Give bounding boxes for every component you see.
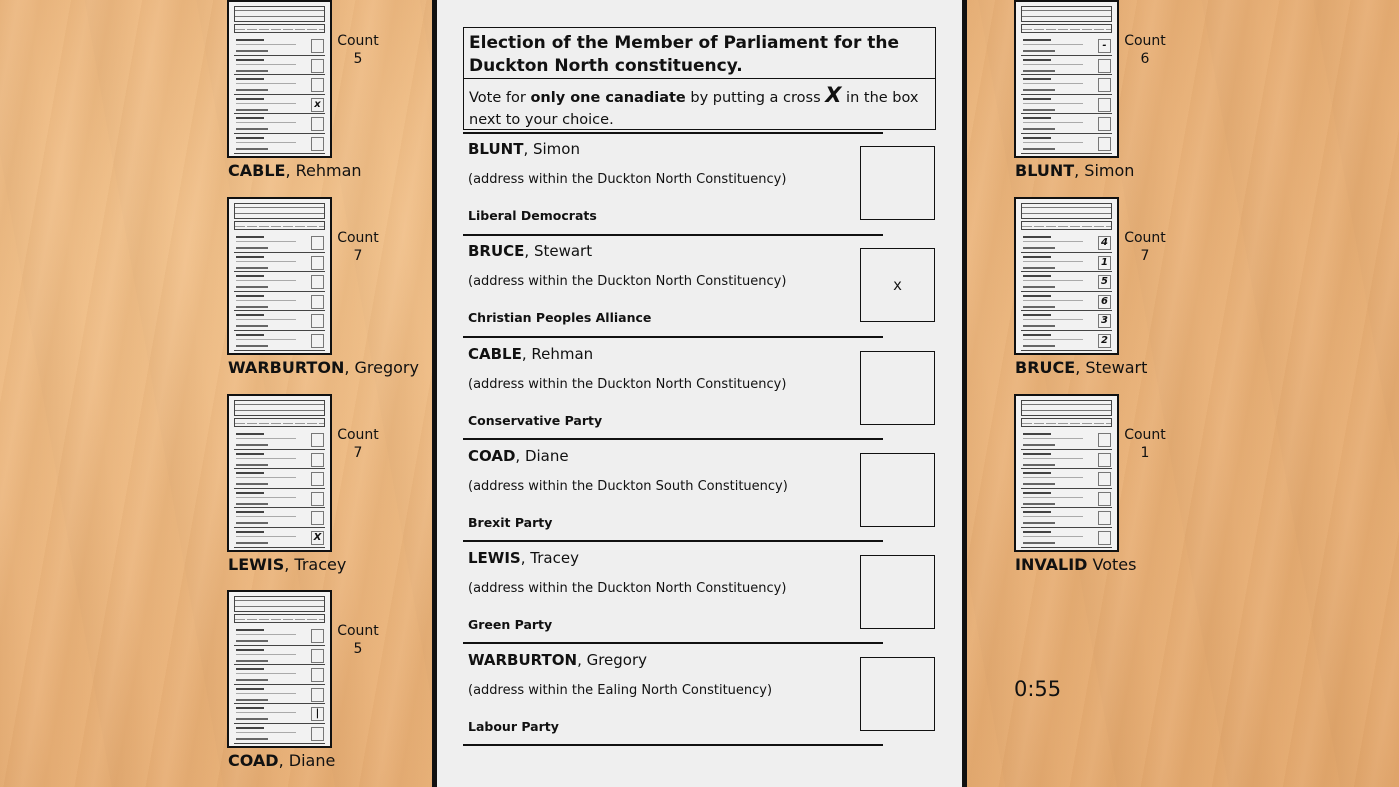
mini-vote-box (311, 59, 324, 73)
mini-row (234, 56, 325, 76)
pile-count: Count 6 (1124, 33, 1166, 67)
mini-vote-box: x (311, 98, 324, 112)
mini-vote-box (1098, 59, 1111, 73)
mini-ballot (227, 0, 332, 158)
pile-label: COAD, Diane (228, 751, 336, 770)
mini-vote-box (311, 314, 324, 328)
mini-vote-box (1098, 492, 1111, 506)
divider (463, 336, 883, 338)
vote-box-blunt[interactable] (860, 146, 935, 220)
mini-vote-box (311, 78, 324, 92)
mini-vote-box: | (311, 707, 324, 721)
mini-vote-box (311, 472, 324, 486)
mini-row (234, 36, 325, 56)
mini-row (234, 724, 325, 744)
mini-row (234, 744, 325, 748)
mini-row (234, 134, 325, 154)
mini-row (1021, 253, 1112, 273)
mini-ballot (227, 197, 332, 355)
mini-vote-box (311, 551, 324, 552)
mini-row (234, 253, 325, 273)
mini-row (234, 154, 325, 158)
mini-vote-box: 6 (1098, 295, 1111, 309)
mini-title-lines (234, 203, 325, 219)
mini-instruction-lines (234, 614, 325, 623)
mini-row (1021, 233, 1112, 253)
mini-vote-box (311, 629, 324, 643)
mini-vote-box (1098, 511, 1111, 525)
mini-row (1021, 36, 1112, 56)
mini-vote-box (311, 157, 324, 158)
mini-vote-box (311, 747, 324, 748)
mini-row (234, 548, 325, 552)
mini-title-lines (1021, 400, 1112, 416)
mini-vote-box (311, 275, 324, 289)
mini-row (1021, 430, 1112, 450)
mini-row (234, 95, 325, 115)
mini-row (1021, 508, 1112, 528)
vote-box-coad[interactable] (860, 453, 935, 527)
mini-vote-box (1098, 433, 1111, 447)
pile-count: Count 7 (337, 230, 379, 264)
mini-vote-box (1098, 137, 1111, 151)
mini-row (1021, 134, 1112, 154)
mini-vote-box (311, 236, 324, 250)
mini-vote-box (1098, 157, 1111, 158)
mini-row (1021, 351, 1112, 355)
mini-vote-box (311, 334, 324, 348)
mini-row (1021, 548, 1112, 552)
mini-instruction-lines (1021, 418, 1112, 427)
mini-title-lines (1021, 203, 1112, 219)
mini-row (234, 292, 325, 312)
mini-vote-box (1098, 472, 1111, 486)
vote-box-cable[interactable] (860, 351, 935, 425)
mini-row (1021, 311, 1112, 331)
mini-row (1021, 56, 1112, 76)
candidate-row-bruce: BRUCE, Stewart (address within the Duckton North Constituency) Christian Peoples Alliance x (463, 236, 936, 338)
mini-vote-box: - (1098, 39, 1111, 53)
mini-vote-box: X (311, 531, 324, 545)
mini-row (1021, 528, 1112, 548)
pile-label: BRUCE, Stewart (1015, 358, 1148, 377)
mini-vote-box (1098, 551, 1111, 552)
mini-vote-box (1098, 98, 1111, 112)
mini-vote-box: 3 (1098, 314, 1111, 328)
divider (463, 540, 883, 542)
pile-label: WARBURTON, Gregory (228, 358, 419, 377)
mini-row (234, 114, 325, 134)
vote-box-warburton[interactable] (860, 657, 935, 731)
mini-row (1021, 331, 1112, 351)
pile-label: LEWIS, Tracey (228, 555, 347, 574)
mini-row (234, 626, 325, 646)
mini-title-lines (234, 400, 325, 416)
vote-box-bruce[interactable]: x (860, 248, 935, 322)
mini-vote-box (311, 354, 324, 355)
mini-row (234, 704, 325, 724)
candidate-row-warburton: WARBURTON, Gregory (address within the Ealing North Constituency) Labour Party (463, 645, 936, 747)
mini-row (1021, 292, 1112, 312)
mini-row (234, 351, 325, 355)
mini-row (234, 450, 325, 470)
candidate-row-cable: CABLE, Rehman (address within the Duckton North Constituency) Conservative Party (463, 339, 936, 441)
cross-symbol: X (825, 83, 842, 107)
mini-row (234, 233, 325, 253)
candidate-row-blunt: BLUNT, Simon (address within the Duckton North Constituency) Liberal Democrats (463, 134, 936, 236)
mini-vote-box (1098, 117, 1111, 131)
mini-vote-box (311, 295, 324, 309)
mini-vote-box: 2 (1098, 334, 1111, 348)
mini-vote-box (311, 668, 324, 682)
mini-title-lines (1021, 6, 1112, 22)
pile-label: BLUNT, Simon (1015, 161, 1135, 180)
pile-count: Count 5 (337, 623, 379, 657)
mini-vote-box (311, 492, 324, 506)
mini-ballot (227, 394, 332, 552)
mini-vote-box (311, 727, 324, 741)
mini-instruction-lines (1021, 221, 1112, 230)
mini-instruction-lines (234, 221, 325, 230)
divider (463, 642, 883, 644)
mini-ballot (1014, 394, 1119, 552)
mini-row (234, 272, 325, 292)
mini-title-lines (234, 6, 325, 22)
mini-vote-box (1098, 354, 1111, 355)
divider (463, 438, 883, 440)
mini-row (234, 430, 325, 450)
mini-row (1021, 272, 1112, 292)
mini-row (234, 469, 325, 489)
mini-vote-box (311, 453, 324, 467)
pile-count: Count 5 (337, 33, 379, 67)
ballot-title: Election of the Member of Parliament for the Duckton North constituency. (463, 27, 936, 79)
mini-vote-box: 5 (1098, 275, 1111, 289)
mini-row (1021, 489, 1112, 509)
pile-count: Count 7 (1124, 230, 1166, 264)
candidate-row-coad: COAD, Diane (address within the Duckton South Constituency) Brexit Party (463, 441, 936, 543)
mini-row (234, 685, 325, 705)
mini-row (1021, 154, 1112, 158)
mini-vote-box (1098, 78, 1111, 92)
divider (463, 744, 883, 746)
mini-title-lines (234, 596, 325, 612)
mini-ballot (227, 590, 332, 748)
mini-vote-box (311, 688, 324, 702)
mini-vote-box (311, 649, 324, 663)
mini-row (1021, 75, 1112, 95)
mini-row (1021, 450, 1112, 470)
mini-ballot (1014, 0, 1119, 158)
mini-row (234, 311, 325, 331)
pile-label: INVALID Votes (1015, 555, 1137, 574)
mini-row (234, 75, 325, 95)
mini-vote-box: 1 (1098, 256, 1111, 270)
mini-instruction-lines (1021, 24, 1112, 33)
countdown-timer: 0:55 (1014, 677, 1062, 701)
mini-row (1021, 95, 1112, 115)
pile-count: Count 7 (337, 427, 379, 461)
mini-vote-box (311, 511, 324, 525)
mini-vote-box (1098, 453, 1111, 467)
mini-row (234, 665, 325, 685)
mini-instruction-lines (234, 24, 325, 33)
mini-row (234, 331, 325, 351)
ballot-instruction: Vote for only one canadiate by putting a cross X in the box next to your choice. (463, 78, 936, 130)
pile-label: CABLE, Rehman (228, 161, 362, 180)
mini-vote-box (311, 137, 324, 151)
mini-row (1021, 469, 1112, 489)
pile-count: Count 1 (1124, 427, 1166, 461)
mini-vote-box (311, 256, 324, 270)
mini-vote-box (311, 117, 324, 131)
mini-row (234, 489, 325, 509)
mini-vote-box (1098, 531, 1111, 545)
mini-row (234, 528, 325, 548)
mini-instruction-lines (234, 418, 325, 427)
mini-vote-box (311, 433, 324, 447)
mini-row (234, 646, 325, 666)
mini-vote-box (311, 39, 324, 53)
candidate-row-lewis: LEWIS, Tracey (address within the Duckton North Constituency) Green Party (463, 543, 936, 645)
vote-box-lewis[interactable] (860, 555, 935, 629)
mini-ballot (1014, 197, 1119, 355)
mini-row (234, 508, 325, 528)
mini-row (1021, 114, 1112, 134)
mini-vote-box: 4 (1098, 236, 1111, 250)
